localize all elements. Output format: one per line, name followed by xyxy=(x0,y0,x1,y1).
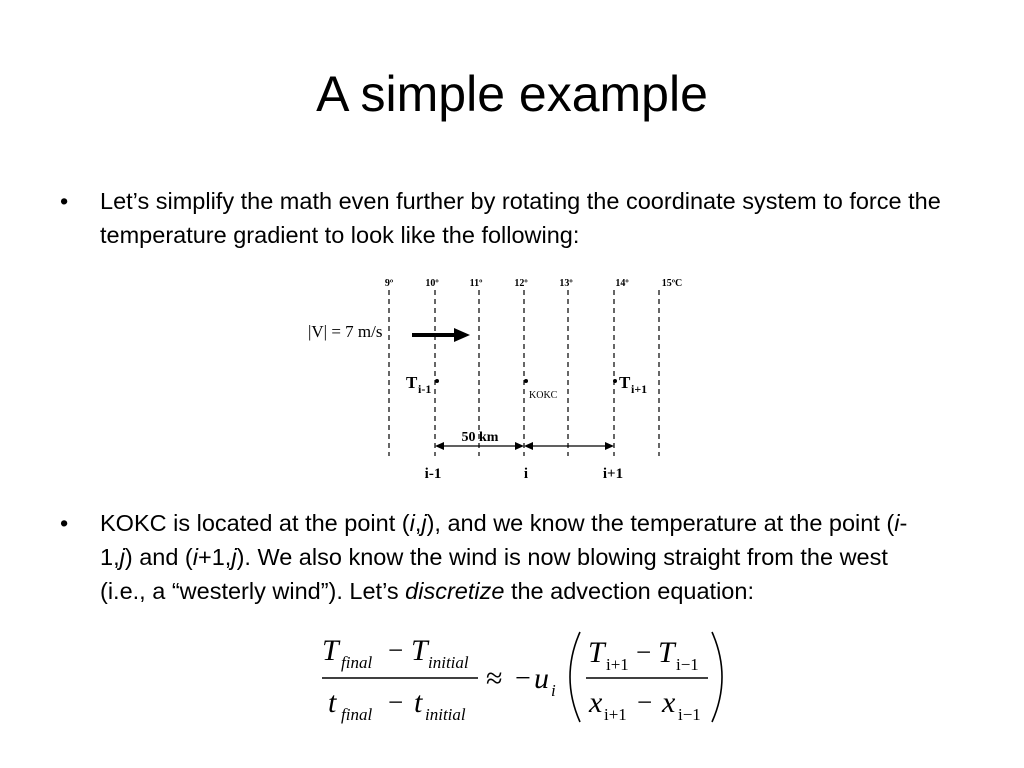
slide-title: A simple example xyxy=(316,66,708,122)
advection-equation xyxy=(300,622,730,732)
bullet-1-text: Let’s simplify the math even further by rotating the coordinate system to force the temperature gradient to look like the following: xyxy=(100,188,941,248)
T-i-plus-1: T xyxy=(588,636,605,669)
isotherm-label-15: 15ºC xyxy=(661,278,683,289)
point-left-T: T xyxy=(406,373,418,392)
sub-i-minus-1-top: i−1 xyxy=(676,655,699,674)
grid-label-i: i xyxy=(523,466,529,482)
bullet-2-run: i xyxy=(192,544,198,570)
final-sub-top: final xyxy=(341,653,373,672)
minus-right-bottom: − xyxy=(637,687,653,717)
bullet-marker: • xyxy=(60,188,69,214)
bullet-1 xyxy=(60,184,970,252)
T-final: T xyxy=(322,634,339,667)
approx-symbol: ≈ xyxy=(486,662,503,695)
minus-right-top: − xyxy=(636,637,652,667)
final-sub-bottom: final xyxy=(341,705,373,724)
distance-arrow-right-start xyxy=(524,442,533,450)
point-right-T: T xyxy=(619,373,631,392)
bullet-2-run: j xyxy=(231,544,237,570)
isotherm-label-11: 11º xyxy=(469,278,483,289)
point-right-dot xyxy=(613,379,617,383)
wind-speed-label: |V| = 7 m/s xyxy=(308,322,383,341)
u-variable: u xyxy=(534,662,549,695)
minus-top: − xyxy=(388,635,404,665)
distance-arrow-right-end xyxy=(605,442,614,450)
point-i-minus-1 xyxy=(406,373,439,396)
x-i-plus-1: x xyxy=(589,686,603,719)
bullet-2-run: ) and ( xyxy=(124,544,193,570)
isotherm-label-12: 12º xyxy=(514,278,528,289)
bullet-2-run: i xyxy=(409,510,415,536)
sub-i-minus-1-bottom: i−1 xyxy=(678,705,701,724)
temperature-gradient-diagram xyxy=(300,274,700,484)
distance-label: 50 km xyxy=(461,430,499,445)
bullet-2-run: -1, xyxy=(100,510,908,570)
bullet-2-run: i xyxy=(894,510,900,536)
x-i-minus-1: x xyxy=(662,686,676,719)
bullet-2-run: +1, xyxy=(198,544,232,570)
isotherm-label-13: 13º xyxy=(559,278,573,289)
bullet-2-run: ). We also know the wind is now blowing straight from the west (i.e., a “westerly wind”). Let’s xyxy=(100,544,888,604)
isotherm-label-10: 10º xyxy=(425,278,439,289)
wind-arrow-head xyxy=(454,328,470,342)
distance-arrow-left-start xyxy=(435,442,444,450)
distance-arrow-left-end xyxy=(515,442,524,450)
bullet-marker: • xyxy=(60,510,69,536)
bullet-2-run: KOKC is located at the point ( xyxy=(100,510,410,536)
bullet-2-run: , xyxy=(414,510,422,536)
u-subscript: i xyxy=(551,681,556,700)
bullet-2-text xyxy=(100,510,907,604)
left-paren xyxy=(570,632,580,722)
initial-sub-bottom: initial xyxy=(425,705,466,724)
point-kokc xyxy=(524,379,558,401)
sub-i-plus-1-top: i+1 xyxy=(606,655,629,674)
negative-sign: − xyxy=(515,663,531,694)
bullet-2 xyxy=(60,506,930,608)
right-fraction xyxy=(586,636,708,724)
t-final: t xyxy=(328,686,337,719)
point-left-subscript: i-1 xyxy=(418,382,432,396)
isotherm-label-14: 14º xyxy=(615,278,629,289)
point-i-plus-1 xyxy=(613,373,647,396)
point-right-subscript: i+1 xyxy=(631,382,648,396)
sub-i-plus-1-bottom: i+1 xyxy=(604,705,627,724)
initial-sub-top: initial xyxy=(428,653,469,672)
grid-label-i-plus-1: i+1 xyxy=(602,466,624,482)
bullet-2-run: j xyxy=(119,544,125,570)
bullet-2-run: the advection equation: xyxy=(504,578,754,604)
grid-label-i-minus-1: i-1 xyxy=(424,466,442,482)
left-fraction xyxy=(322,634,478,724)
kokc-dot xyxy=(524,379,528,383)
t-initial: t xyxy=(414,686,423,719)
kokc-label: KOKC xyxy=(529,390,558,401)
point-left-dot xyxy=(435,379,439,383)
right-paren xyxy=(712,632,722,722)
minus-bottom: − xyxy=(388,687,404,717)
bullet-2-run: ), and we know the temperature at the point ( xyxy=(426,510,895,536)
bullet-2-run: j xyxy=(421,510,427,536)
isotherm-label-9: 9º xyxy=(384,278,394,289)
T-i-minus-1: T xyxy=(658,636,675,669)
bullet-2-run: discretize xyxy=(405,578,505,604)
T-initial: T xyxy=(411,634,428,667)
